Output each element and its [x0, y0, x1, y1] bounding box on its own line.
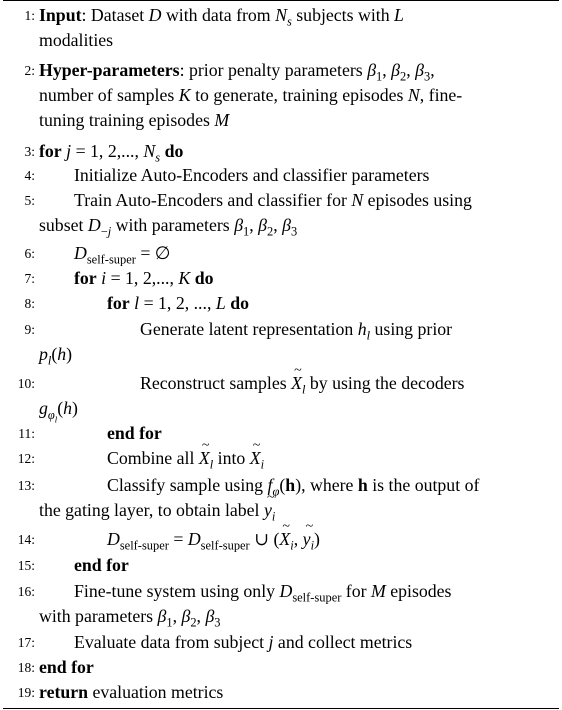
line-text: Classify sample using $f_\varphi(h)$, where h is the output of	[107, 475, 480, 499]
line-text: subset $D_{-j}$ with parameters $\beta_1$, $\beta_2$, $\beta_3$	[39, 215, 298, 239]
line-text: the gating layer, to obtain label ~ $y_i$	[39, 498, 555, 523]
line-text: Initialize Auto-Encoders and classifier parameters	[74, 165, 430, 185]
line-text: $p_l(h)$	[39, 344, 73, 368]
line-text: end for	[107, 423, 162, 443]
line-text: Train Auto-Encoders and classifier for N episodes using	[74, 190, 472, 210]
line-text: end for	[74, 555, 129, 575]
line-text: for j = 1, 2,..., $N_s$ do	[39, 141, 184, 165]
line-text: for i = 1, 2,..., K do	[74, 268, 214, 288]
line-text: for l = 1, 2, ..., L do	[107, 293, 249, 313]
line-text: $D_{self-super}$ = ∅	[74, 243, 171, 267]
line-text: Input: Dataset D with data from $N_s$ subjects with L modalities	[39, 5, 404, 50]
line-text: Combine all ~ $X_l$ into ~ $X_i$	[107, 446, 555, 471]
line-text: Evaluate data from subject j and collect metrics	[74, 632, 413, 652]
line-text: Hyper-parameters: prior penalty parameters $\beta_1$, $\beta_2$, $\beta_3$, number of samples K to generate, training episodes N, fine- tuning training episodes M	[39, 60, 463, 130]
line-text: end for	[39, 657, 94, 677]
line-text: Generate latent representation $h_l$ using prior	[140, 319, 453, 343]
algorithm-box: 1: Input: Dataset D with data from $N_s$ subjects with L modalities 2: Hyper-parameters: prior penalty parameters $\beta_1$, $\beta_2$, $\beta_3$, number of samples K to generate, training episodes N, fine- tuning training episodes M 3: for j = 1, 2,..., $N_s$ do 4: Initialize Auto-Encoders and classifier parameters 5: Train Auto-Encoders and classifier for N episodes using subset $D_{-j}$ with parameters $\beta_1$, $\beta_2$, $\beta_3$ 6: $D_{self-super}$ = ∅ 7: for i = 1, 2,..., K do 8: for l = 1, 2, ..., L do 9: Generate latent representation $h_l$ using prior $p_l(h)$ 10: Reconstruct samples ~ $X_l$ by using the decoders $g_{\varphi_l}(h)$ 11: end for 12: Combine all ~ $X_l$ into ~ $X_i$ 13: Classify sample using $f_\varphi(h)$, where h is the output of the gating layer, to obtain label ~ $y_i$ 14: $D_{self-super} = D_{self-super}$ ∪ (~ $X_i$, ~ $y_i$) 15: end for 16: Fine-tune system using only $D_{self-super}$ for M episodes with parameters $\beta_1$, $\beta_2$, $\beta_3$ 17: Evaluate data from subject j and collect metrics 18: end for 19: return evaluation metrics	[3, 0, 559, 709]
line-text: $g_{\varphi_l}(h)$	[39, 398, 78, 425]
line-text: with parameters $\beta_1$, $\beta_2$, $\beta_3$	[39, 606, 221, 630]
line-text: Reconstruct samples ~ $X_l$ by using the decoders	[140, 371, 555, 396]
line-text: return evaluation metrics	[39, 682, 224, 702]
line-text: Fine-tune system using only $D_{self-super}$ for M episodes	[74, 581, 452, 605]
line-text: $D_{self-super} = D_{self-super}$ ∪ (~ $X_i$, ~ $y_i$)	[107, 527, 555, 552]
